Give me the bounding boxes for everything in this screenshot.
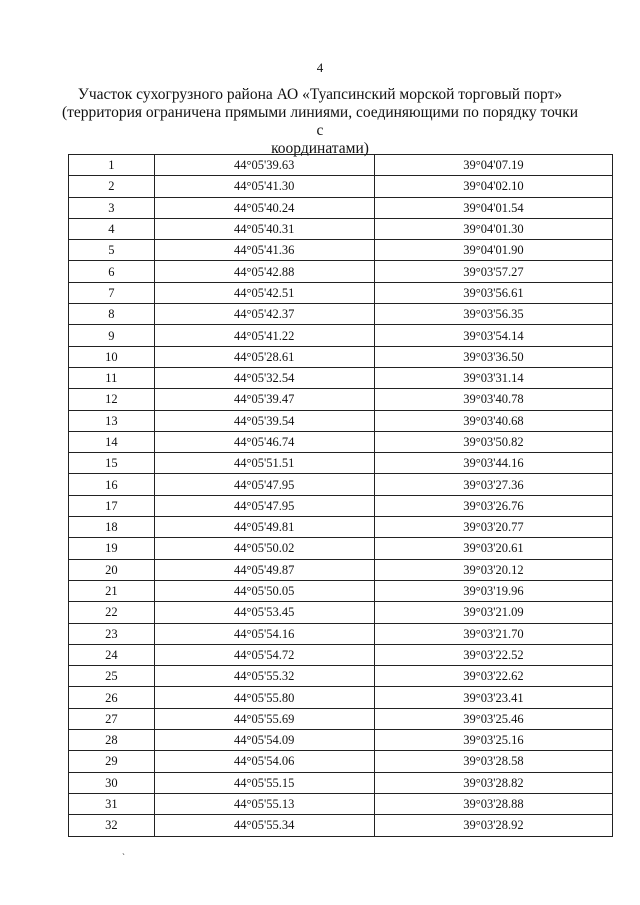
table-row — [69, 453, 613, 474]
point-number-cell: 26 — [69, 687, 155, 708]
latitude-cell: 44°05'49.81 — [154, 517, 374, 538]
table-row — [69, 431, 613, 452]
table-row — [69, 304, 613, 325]
point-number-cell: 2 — [69, 176, 155, 197]
table-row — [69, 240, 613, 261]
longitude-cell: 39°04'01.90 — [374, 240, 612, 261]
longitude-cell: 39°03'31.14 — [374, 367, 612, 388]
point-number-cell: 15 — [69, 453, 155, 474]
latitude-cell: 44°05'40.31 — [154, 218, 374, 239]
table-row — [69, 580, 613, 601]
latitude-cell: 44°05'40.24 — [154, 197, 374, 218]
longitude-cell: 39°03'20.61 — [374, 538, 612, 559]
latitude-cell: 44°05'55.34 — [154, 815, 374, 836]
longitude-cell: 39°03'27.36 — [374, 474, 612, 495]
table-row — [69, 623, 613, 644]
table-row — [69, 730, 613, 751]
point-number-cell: 7 — [69, 282, 155, 303]
longitude-cell: 39°03'57.27 — [374, 261, 612, 282]
point-number-cell: 18 — [69, 517, 155, 538]
point-number-cell: 27 — [69, 708, 155, 729]
point-number-cell: 31 — [69, 793, 155, 814]
table-row — [69, 367, 613, 388]
latitude-cell: 44°05'55.15 — [154, 772, 374, 793]
page-number: 4 — [316, 60, 324, 75]
longitude-cell: 39°04'07.19 — [374, 155, 612, 176]
point-number-cell: 20 — [69, 559, 155, 580]
point-number-cell: 28 — [69, 730, 155, 751]
title-line: Участок сухогрузного района АО «Туапсинский морской торговый порт» — [77, 86, 563, 103]
latitude-cell: 44°05'41.30 — [154, 176, 374, 197]
latitude-cell: 44°05'42.37 — [154, 304, 374, 325]
table-row — [69, 218, 613, 239]
latitude-cell: 44°05'46.74 — [154, 431, 374, 452]
table-row — [69, 197, 613, 218]
longitude-cell: 39°03'54.14 — [374, 325, 612, 346]
point-number-cell: 19 — [69, 538, 155, 559]
table-row — [69, 517, 613, 538]
longitude-cell: 39°04'01.54 — [374, 197, 612, 218]
longitude-cell: 39°03'36.50 — [374, 346, 612, 367]
point-number-cell: 10 — [69, 346, 155, 367]
point-number-cell: 30 — [69, 772, 155, 793]
latitude-cell: 44°05'54.16 — [154, 623, 374, 644]
table-row — [69, 644, 613, 665]
point-number-cell: 3 — [69, 197, 155, 218]
latitude-cell: 44°05'55.69 — [154, 708, 374, 729]
longitude-cell: 39°03'21.70 — [374, 623, 612, 644]
longitude-cell: 39°03'28.58 — [374, 751, 612, 772]
longitude-cell: 39°03'28.88 — [374, 793, 612, 814]
latitude-cell: 44°05'54.09 — [154, 730, 374, 751]
table-row — [69, 687, 613, 708]
latitude-cell: 44°05'41.36 — [154, 240, 374, 261]
table-row — [69, 815, 613, 836]
point-number-cell: 11 — [69, 367, 155, 388]
longitude-cell: 39°03'56.35 — [374, 304, 612, 325]
point-number-cell: 24 — [69, 644, 155, 665]
longitude-cell: 39°03'40.68 — [374, 410, 612, 431]
table-row — [69, 410, 613, 431]
latitude-cell: 44°05'39.47 — [154, 389, 374, 410]
point-number-cell: 32 — [69, 815, 155, 836]
point-number-cell: 4 — [69, 218, 155, 239]
latitude-cell: 44°05'47.95 — [154, 474, 374, 495]
point-number-cell: 14 — [69, 431, 155, 452]
point-number-cell: 29 — [69, 751, 155, 772]
latitude-cell: 44°05'32.54 — [154, 367, 374, 388]
longitude-cell: 39°03'20.77 — [374, 517, 612, 538]
latitude-cell: 44°05'51.51 — [154, 453, 374, 474]
latitude-cell: 44°05'54.06 — [154, 751, 374, 772]
point-number-cell: 8 — [69, 304, 155, 325]
document-title — [60, 86, 580, 158]
latitude-cell: 44°05'47.95 — [154, 495, 374, 516]
point-number-cell: 5 — [69, 240, 155, 261]
point-number-cell: 21 — [69, 580, 155, 601]
longitude-cell: 39°03'25.16 — [374, 730, 612, 751]
latitude-cell: 44°05'55.80 — [154, 687, 374, 708]
longitude-cell: 39°03'28.92 — [374, 815, 612, 836]
table-row — [69, 325, 613, 346]
longitude-cell: 39°03'26.76 — [374, 495, 612, 516]
title-line: координатами) — [271, 140, 369, 157]
longitude-cell: 39°03'22.52 — [374, 644, 612, 665]
point-number-cell: 17 — [69, 495, 155, 516]
point-number-cell: 1 — [69, 155, 155, 176]
longitude-cell: 39°03'23.41 — [374, 687, 612, 708]
longitude-cell: 39°03'50.82 — [374, 431, 612, 452]
latitude-cell: 44°05'49.87 — [154, 559, 374, 580]
point-number-cell: 22 — [69, 602, 155, 623]
point-number-cell: 25 — [69, 666, 155, 687]
table-row — [69, 176, 613, 197]
longitude-cell: 39°04'01.30 — [374, 218, 612, 239]
longitude-cell: 39°03'19.96 — [374, 580, 612, 601]
longitude-cell: 39°03'56.61 — [374, 282, 612, 303]
point-number-cell: 12 — [69, 389, 155, 410]
latitude-cell: 44°05'50.02 — [154, 538, 374, 559]
table-row — [69, 666, 613, 687]
longitude-cell: 39°03'21.09 — [374, 602, 612, 623]
table-row — [69, 495, 613, 516]
latitude-cell: 44°05'39.63 — [154, 155, 374, 176]
table-row — [69, 708, 613, 729]
table-row — [69, 751, 613, 772]
latitude-cell: 44°05'42.51 — [154, 282, 374, 303]
longitude-cell: 39°03'44.16 — [374, 453, 612, 474]
table-row — [69, 772, 613, 793]
longitude-cell: 39°03'28.82 — [374, 772, 612, 793]
longitude-cell: 39°03'22.62 — [374, 666, 612, 687]
coordinates-table — [68, 154, 613, 837]
table-row — [69, 793, 613, 814]
title-line: (территория ограничена прямыми линиями, соединяющими по порядку точки с — [61, 104, 579, 139]
table-row — [69, 389, 613, 410]
table-row — [69, 155, 613, 176]
table-row — [69, 559, 613, 580]
latitude-cell: 44°05'28.61 — [154, 346, 374, 367]
latitude-cell: 44°05'41.22 — [154, 325, 374, 346]
longitude-cell: 39°03'20.12 — [374, 559, 612, 580]
latitude-cell: 44°05'55.13 — [154, 793, 374, 814]
table-row — [69, 474, 613, 495]
stray-mark: ` — [122, 852, 125, 862]
latitude-cell: 44°05'55.32 — [154, 666, 374, 687]
longitude-cell: 39°03'40.78 — [374, 389, 612, 410]
latitude-cell: 44°05'39.54 — [154, 410, 374, 431]
point-number-cell: 13 — [69, 410, 155, 431]
point-number-cell: 16 — [69, 474, 155, 495]
longitude-cell: 39°04'02.10 — [374, 176, 612, 197]
coordinates-table-body — [69, 155, 613, 837]
table-row — [69, 538, 613, 559]
point-number-cell: 23 — [69, 623, 155, 644]
latitude-cell: 44°05'50.05 — [154, 580, 374, 601]
latitude-cell: 44°05'54.72 — [154, 644, 374, 665]
point-number-cell: 9 — [69, 325, 155, 346]
table-row — [69, 346, 613, 367]
latitude-cell: 44°05'53.45 — [154, 602, 374, 623]
table-row — [69, 261, 613, 282]
table-row — [69, 602, 613, 623]
longitude-cell: 39°03'25.46 — [374, 708, 612, 729]
latitude-cell: 44°05'42.88 — [154, 261, 374, 282]
point-number-cell: 6 — [69, 261, 155, 282]
table-row — [69, 282, 613, 303]
